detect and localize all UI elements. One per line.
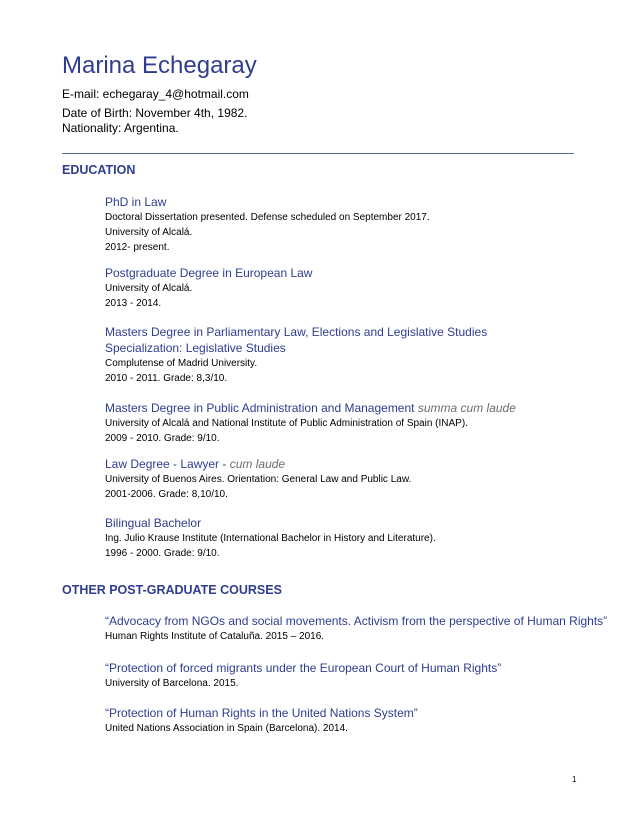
education-heading: EDUCATION: [62, 163, 136, 177]
entry-line: University of Barcelona. 2015.: [105, 678, 239, 689]
entry-line: University of Alcalá.: [105, 283, 193, 294]
entry-title-honors: cum laude: [229, 457, 286, 471]
entry-line: University of Alcalá.: [105, 227, 193, 238]
entry-line: Ing. Julio Krause Institute (International Bachelor in History and Literature).: [105, 533, 436, 544]
candidate-name: Marina Echegaray: [62, 52, 257, 79]
entry-title: [105, 400, 516, 416]
entry-title: Bilingual Bachelor: [105, 516, 202, 530]
education-entry-law-degree: [105, 456, 411, 502]
nationality-line: Nationality: Argentina.: [62, 121, 179, 135]
education-entry-postgraduate: [105, 265, 312, 311]
entry-line: 2013 - 2014.: [105, 298, 162, 309]
courses-heading: OTHER POST-GRADUATE COURSES: [62, 583, 282, 597]
course-entry-forced-migrants: [105, 660, 501, 691]
entry-line: University of Buenos Aires. Orientation: General Law and Public Law.: [105, 474, 412, 485]
entry-title: “Advocacy from NGOs and social movements. Activism from the perspective of Human Rights”: [105, 614, 608, 628]
entry-title-honors: summa cum laude: [417, 401, 516, 415]
entry-subtitle: Specialization: Legislative Studies: [105, 341, 286, 355]
entry-line: 2009 - 2010. Grade: 9/10.: [105, 433, 220, 444]
entry-line: Complutense of Madrid University.: [105, 358, 258, 369]
page-number: 1: [572, 775, 577, 784]
entry-line: 2001-2006. Grade: 8,10/10.: [105, 489, 228, 500]
education-entry-masters-parliamentary: [105, 324, 487, 386]
entry-line: 2012- present.: [105, 242, 170, 253]
email-line: E-mail: echegaray_4@hotmail.com: [62, 87, 249, 101]
entry-line: 2010 - 2011. Grade: 8,3/10.: [105, 373, 228, 384]
contact-info: [62, 87, 249, 136]
entry-title: PhD in Law: [105, 195, 167, 209]
entry-line: Doctoral Dissertation presented. Defense scheduled on September 2017.: [105, 212, 430, 223]
course-entry-un-system: [105, 705, 418, 736]
birth-date-line: Date of Birth: November 4th, 1982.: [62, 106, 248, 120]
entry-title: Postgraduate Degree in European Law: [105, 266, 313, 280]
education-entry-phd: [105, 194, 430, 255]
entry-title: [105, 456, 411, 472]
entry-line: Human Rights Institute of Cataluña. 2015 – 2016.: [105, 631, 325, 642]
course-entry-advocacy: [105, 613, 607, 644]
entry-title: “Protection of forced migrants under the European Court of Human Rights”: [105, 661, 502, 675]
entry-title: “Protection of Human Rights in the United Nations System”: [105, 706, 418, 720]
entry-title-main: Masters Degree in Public Administration and Management: [105, 401, 415, 415]
entry-title-main: Law Degree - Lawyer -: [105, 457, 227, 471]
entry-line: University of Alcalá and National Institute of Public Administration of Spain (INAP).: [105, 418, 468, 429]
header-divider: [62, 153, 574, 154]
education-entry-masters-public-admin: [105, 400, 516, 446]
entry-title: Masters Degree in Parliamentary Law, Elections and Legislative Studies: [105, 325, 488, 339]
entry-line: 1996 - 2000. Grade: 9/10.: [105, 548, 220, 559]
entry-line: United Nations Association in Spain (Barcelona). 2014.: [105, 723, 348, 734]
education-entry-bilingual-bachelor: [105, 515, 436, 561]
